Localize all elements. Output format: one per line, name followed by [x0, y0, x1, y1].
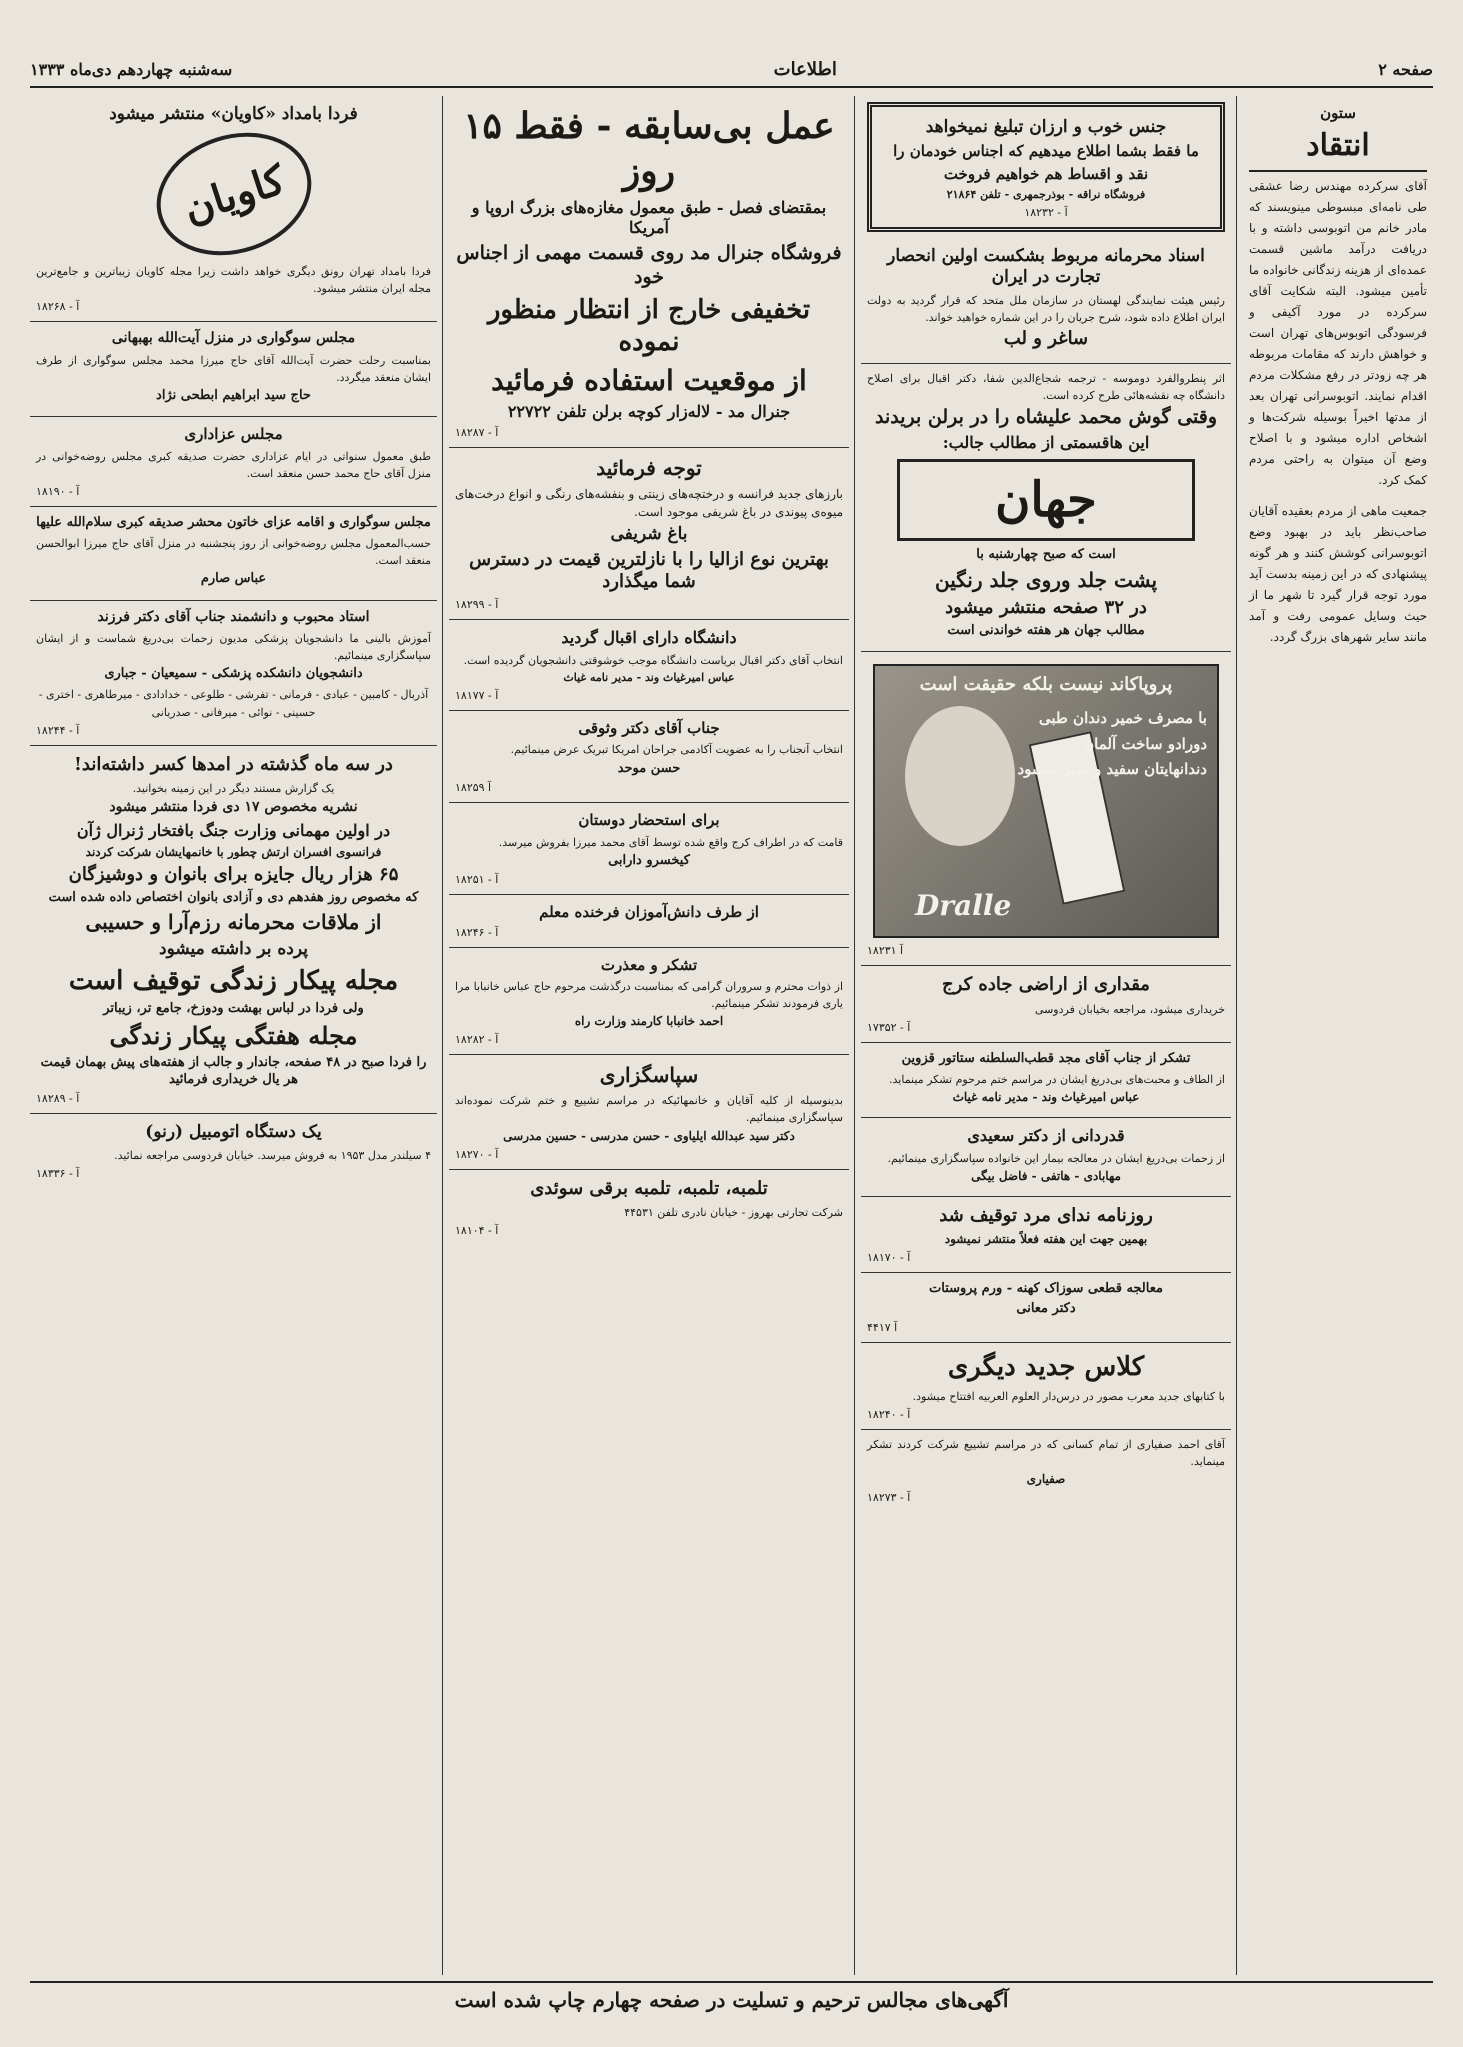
treatment-code: آ ۴۴۱۷ [867, 1321, 898, 1335]
kavian-logo: کاویان [140, 114, 327, 275]
ad-sharifi-garden [449, 448, 849, 620]
mourning-1-sign: حاج سید ابراهیم ابطحی نژاد [156, 387, 311, 403]
mourning-1-body: بمناسبت رحلت حضرت آیت‌الله آقای حاج میرزا محمد مجلس سوگواری از طرف ایشان منعقد میگردد. [36, 353, 431, 384]
general-mode-line2: فروشگاه جنرال مد روی قسمت مهمی از اجناس خود [456, 242, 842, 288]
sharifi-title: توجه فرمائید [596, 455, 702, 480]
toothpaste-illustration [873, 664, 1219, 938]
ad-toothpaste [861, 652, 1231, 966]
ad-kavian [30, 96, 437, 322]
university-code: آ - ۱۸۱۷۷ [455, 688, 499, 702]
safiari-code: آ - ۱۸۲۷۳ [867, 1490, 911, 1504]
notice-sepas [449, 1055, 849, 1169]
peykar-line-2: در اولین مهمانی وزارت جنگ بافتخار ژنرال ژآن [76, 820, 391, 840]
nedaye-code: آ - ۱۸۱۷۰ [867, 1250, 911, 1264]
friends-sign: کیخسرو دارابی [608, 852, 690, 868]
nedaye-body: بهمین جهت این هفته فعلاً منتشر نمیشود [944, 1231, 1148, 1246]
ad-treatment [861, 1273, 1231, 1344]
peykar-line-5: که مخصوص روز هفدهم دی و آزادی بانوان اختصاص داده شده است [48, 890, 419, 906]
page-footer: آگهی‌های مجالس ترحیم و تسلیت در صفحه چهارم چاپ شده است [30, 1981, 1433, 2017]
land-code: آ - ۱۷۳۵۲ [867, 1020, 911, 1034]
ad-cheap-line4: فروشگاه نراقه - بوذرجمهری - تلفن ۲۱۸۶۴ [946, 187, 1146, 201]
gratitude-body: از ذوات محترم و سروران گرامی که بمناسبت درگذشت مرحوم حاج عباس خانبابا مرا یاری فرمودند تشکر مینمائیم. [455, 980, 843, 1011]
notice-students [449, 895, 849, 948]
pumps-body: شرکت تجارتی بهروز - خیابان نادری تلفن ۴۴۵۳۱ [624, 1206, 843, 1220]
critique-title: انتقاد [1249, 127, 1427, 173]
pumps-title: تلمبه، تلمبه، تلمبه برقی سوئدی [530, 1177, 768, 1199]
peykar-line-8: مجله پیکار زندگی توقیف است [68, 965, 399, 996]
issue-date: سه‌شنبه چهاردهم دی‌ماه ۱۳۳۳ [30, 59, 233, 79]
pumps-code: آ - ۱۸۱۰۴ [455, 1224, 499, 1238]
column-critique [1243, 96, 1433, 1975]
nedaye-title: روزنامه ندای مرد توقیف شد [939, 1205, 1153, 1227]
notice-gratitude [449, 948, 849, 1056]
general-mode-line1: بمقتضای فصل - طبق معمول مغازه‌های بزرگ اروپا و آمریکا [471, 198, 827, 237]
kavian-code: آ - ۱۸۲۶۸ [36, 300, 80, 314]
ad-nedaye-mard [861, 1197, 1231, 1273]
mourning-2-body: طبق معمول سنواتی در ایام عزاداری حضرت صدیقه کبری مجلس روضه‌خوانی در منزل آقای حاج محمد حسن منعقد است. [36, 449, 431, 480]
ad-cheap-line1: جنس خوب و ارزان تبلیغ نمیخواهد [925, 117, 1167, 137]
ad-safiari [861, 1430, 1231, 1512]
thanks-senator-body: از الطاف و محبت‌های بی‌دریغ ایشان در مراسم ختم مرحوم تشکر مینماید. [889, 1073, 1225, 1087]
vosough-sign: حسن موحد [617, 760, 681, 776]
notice-mourning-1 [30, 322, 437, 417]
professor-body: آموزش بالینی ما دانشجویان پزشکی مدیون زحمات بی‌دریغ شماست و از ایشان سپاسگزاری مینمائیم. [36, 632, 431, 663]
professor-students: دانشجویان دانشکده پزشکی - سمیعیان - جباری [104, 666, 363, 682]
sharifi-shop: باغ شریفی [610, 523, 688, 544]
new-class-code: آ - ۱۸۲۴۰ [867, 1407, 911, 1421]
doctor-thanks-title: قدردانی از دکتر سعیدی [967, 1126, 1125, 1146]
peykar-line-9: ولی فردا در لباس بهشت ودوزخ، جامع تر، زیباتر [103, 1001, 364, 1017]
ad-cheap-goods [867, 102, 1225, 232]
sharifi-code: آ - ۱۸۲۹۹ [455, 597, 499, 611]
peykar-body: یک گزارش مستند دیگر در این زمینه بخوانید. [132, 782, 335, 796]
notice-vosough [449, 711, 849, 803]
ad-pumps [449, 1170, 849, 1246]
general-mode-code: آ - ۱۸۲۸۷ [455, 425, 499, 439]
vosough-body: انتخاب آنجناب را به عضویت آکادمی جراحان امریکا تبریک عرض مینمائیم. [510, 743, 843, 757]
renault-body: ۴ سیلندر مدل ۱۹۵۳ به فروش میرسد. خیابان فردوسی مراجعه نمائید. [114, 1149, 431, 1163]
thanks-senator-title: تشکر از جناب آقای مجد قطب‌السلطنه ستاتور قزوین [901, 1050, 1191, 1066]
news-sagar-title: اسناد محرمانه مربوط بشکست اولین انحصار تجارت در ایران [887, 245, 1205, 287]
notice-friends [449, 803, 849, 895]
peykar-headline: در سه ماه گذشته در امدها کسر داشته‌اند! [74, 753, 393, 775]
notice-university [449, 620, 849, 711]
kavian-body: فردا بامداد تهران رونق دیگری خواهد داشت زیرا مجله کاویان زیباترین و جامع‌ترین مجله ایران منتشر میشود. [36, 265, 431, 296]
notice-mourning-3 [30, 507, 437, 601]
jahan-line-3: در ۳۲ صفحه منتشر میشود [945, 596, 1147, 618]
gratitude-title: تشکر و معذرت [600, 955, 698, 974]
professor-code: آ - ۱۸۲۴۴ [36, 723, 80, 737]
jahan-line-2: پشت جلد وروی جلد رنگین [934, 567, 1158, 592]
ad-cheap-line2: ما فقط بشما اطلاع میدهیم که اجناس خودمان را [893, 142, 1199, 161]
news-mohammadali-title: وقتی گوش محمد علیشاه را در برلن بریدند [874, 405, 1218, 428]
toothpaste-lines: با مصرف خمیر دندان طبی دورادو ساخت آلمان دندانهایتان سفید و تمیز میشود [1017, 709, 1207, 779]
mourning-2-code: آ - ۱۸۱۹۰ [36, 485, 80, 499]
critique-body: آقای سرکرده مهندس رضا عشقی طی نامه‌ای مبسوطی مینویسند که مادر خانم من اتوبوسی داشته و با دریافت درآمد ماشین قسمت عمده‌ای از هزینه زندگانی خانواده ما تأمین میشود. البته شکایت آقای سرکرده در مورد آکیفی و فرسودگی اتوبوس‌های تهران است و خواهش دارند که مقامات مربوطه هر چه زودتر در رفع مشکلات مردم اقدام نمایند. اتوبوسرانی تهران بعد از مدتها اخیراً بوسیله شرکت‌ها و اشخاص اداره میشود و با اصلاح وضع آن میتوان به راحتی مردم کمک کرد. [1249, 179, 1427, 488]
safiari-body: آقای احمد صفیاری از تمام کسانی که در مراسم تشییع شرکت کردند تشکر مینماید. [867, 1437, 1225, 1468]
ad-general-mode [449, 96, 849, 448]
treatment-title: معالجه قطعی سوزاک کهنه - ورم پروستات [929, 1280, 1163, 1296]
vosough-code: آ ۱۸۲۵۹ [455, 780, 492, 794]
mourning-3-sign: عباس صارم [200, 571, 267, 587]
peykar-line-4: ۶۵ هزار ریال جایزه برای بانوان و دوشیزگان [68, 863, 399, 885]
woman-portrait-icon [905, 706, 1015, 846]
critique-body-2: جمعیت ماهی از مردم بعقیده آقایان صاحب‌نظر باید در بهبود وضع اتوبوسرانی کوشش کنند و هر گونه پیشنهادی که در این زمینه بدست آید مورد توجه قرار گیرد تا شهر ما از حیث وسایل عمومی رفت و آمد مانند سایر شهرهای بزرگ گردد. [1249, 504, 1427, 645]
peykar-line-10: مجله هفتگی پیکار زندگی [109, 1021, 358, 1051]
peykar-line-1: نشریه مخصوص ۱۷ دی فردا منتشر میشود [109, 799, 358, 816]
students-code: آ - ۱۸۲۴۶ [455, 925, 499, 939]
page-header [30, 52, 1433, 88]
ad-thanks-senator [861, 1043, 1231, 1118]
vosough-title: جناب آقای دکتر وثوقی [578, 718, 720, 737]
sepas-title: سپاسگزاری [599, 1063, 699, 1088]
jahan-line-1: است که صبح چهارشنبه با [976, 547, 1116, 563]
page-number: صفحه ۲ [1378, 59, 1433, 79]
news-mohammadali [861, 364, 1231, 653]
jahan-line-4: مطالب جهان هر هفته خواندنی است [947, 623, 1145, 639]
new-class-title: کلاس جدید دیگری [947, 1352, 1145, 1383]
peykar-code: آ - ۱۸۲۸۹ [36, 1091, 80, 1105]
ad-cheap-line3: نقد و اقساط هم خواهیم فروخت [943, 165, 1149, 183]
mourning-2-title: مجلس عزاداری [184, 425, 283, 444]
news-sagar [861, 238, 1231, 364]
land-body: خریداری میشود، مراجعه بخیابان فردوسی [1034, 1002, 1225, 1016]
new-class-body: با کتابهای جدید معرب مصور در درس‌دار العلوم العربیه افتتاح میشود. [912, 1389, 1225, 1403]
peykar-line-11: را فردا صبح در ۴۸ صفحه، جاندار و جالب از هفته‌های پیش بهمان قیمت هر یال خریداری فرمائید [40, 1055, 427, 1087]
jahan-logo: جهان [897, 459, 1195, 541]
land-title: مقداری از اراضی جاده کرج [942, 974, 1150, 996]
news-mohammadali-body: اثر پنطروالفرد دوموسه - ترجمه شجاع‌الدین شفا، دکتر اقبال برای اصلاح دانشگاه چه نقشه‌هائی طرح کرده است. [867, 371, 1225, 402]
sepas-sign: دکتر سید عبدالله ایلیاوی - حسن مدرسی - حسین مدرسی [503, 1128, 795, 1143]
critique-kicker: ستون [1320, 104, 1356, 122]
notice-professor [30, 601, 437, 746]
treatment-doctor: دکتر معانی [1016, 1301, 1076, 1317]
friends-body: قامت که در اطراف کرج واقع شده توسط آقای محمد میرزا بفروش میرسد. [498, 835, 843, 849]
column-4 [30, 96, 437, 1975]
news-sagar-sub: ساغر و لب [1003, 328, 1089, 350]
kavian-headline: فردا بامداد «کاویان» منتشر میشود [109, 104, 358, 124]
sepas-code: آ - ۱۸۲۷۰ [455, 1147, 499, 1161]
gratitude-code: آ - ۱۸۲۸۲ [455, 1033, 499, 1047]
mourning-3-title: مجلس سوگواری و اقامه عزای خاتون محشر صدیقه کبری سلام‌الله علیها [36, 515, 431, 531]
ad-cheap-code: آ - ۱۸۲۳۲ [1024, 205, 1068, 219]
column-rule [1236, 96, 1237, 1975]
students-title: از طرف دانش‌آموزان فرخنده معلم [539, 902, 759, 921]
university-sign: عباس امیرغیاث وند - مدیر نامه غیاث [563, 670, 735, 684]
friends-title: برای استحضار دوستان [578, 810, 720, 829]
column-3 [449, 96, 849, 1975]
sepas-body: بدینوسیله از کلیه آقایان و خانمهائیکه در مراسم تشییع و ختم شرکت نموده‌اند سپاسگزاری مینمائیم. [455, 1094, 843, 1125]
mourning-1-title: مجلس سوگواری در منزل آیت‌الله بهبهانی [111, 330, 356, 347]
ad-land [861, 966, 1231, 1043]
university-body: انتخاب آقای دکتر اقبال بریاست دانشگاه موجب خوشوقتی دانشجویان گردیده است. [463, 653, 843, 667]
sharifi-body: بارزهای جدید فرانسه و درختچه‌های زینتی و بنفشه‌های رنگی و انواع درخت‌های میوه‌ی پیوندی در باغ شریفی موجود است. [455, 486, 843, 520]
column-rule [854, 96, 855, 1975]
column-rule [442, 96, 443, 1975]
column-2 [861, 96, 1231, 1975]
peykar-line-6: از ملاقات محرمانه رزم‌آرا و حسیبی [85, 910, 382, 935]
ad-renault [30, 1114, 437, 1188]
safiari-sign: صفیاری [1026, 1471, 1066, 1486]
sharifi-slogan: بهترین نوع ازالیا را با نازلترین قیمت در دسترس شما میگذارد [469, 548, 829, 593]
toothpaste-brand: Dralle [915, 889, 1012, 923]
general-mode-title: عمل بی‌سابقه - فقط ۱۵ روز [463, 105, 835, 192]
professor-title: استاد محبوب و دانشمند جناب آقای دکتر فرزند [97, 608, 370, 625]
renault-code: آ - ۱۸۳۳۶ [36, 1167, 80, 1181]
gratitude-sign: احمد خانبابا کارمند وزارت راه [574, 1014, 724, 1029]
news-sagar-body: رئیس هیئت نمایندگی لهستان در سازمان ملل متحد که قرار گردید به دولت ایران اطلاع داده شود، شرح جریان را در این شماره خواهید خواند. [867, 294, 1225, 325]
peykar-line-7: پرده بر داشته میشود [159, 939, 308, 960]
critique-section [1243, 96, 1433, 656]
university-title: دانشگاه دارای اقبال گردید [561, 627, 737, 647]
renault-title: یک دستگاه اتومبیل (رنو) [145, 1121, 322, 1142]
toothpaste-code: آ ۱۸۲۳۱ [867, 944, 904, 958]
peykar-line-3: فرانسوی افسران ارتش چطور با خانمهایشان شرکت کردند [85, 844, 382, 859]
jahan-intro: این هاقسمتی از مطالب جالب: [942, 433, 1150, 453]
toothpaste-headline: پروپاکاند نیست بلکه حقیقت است [919, 674, 1173, 696]
ad-peykar [30, 746, 437, 1114]
doctor-thanks-sign: مهابادی - هاتفی - فاضل بیگی [971, 1169, 1121, 1184]
paper-name: اطلاعات [773, 58, 837, 80]
general-mode-line4: از موقعیت استفاده فرمائید [491, 363, 807, 397]
professor-names: آذربال - کامبین - عبادی - فرمانی - تفرشی - طلوعی - خدادادی - میرطاهری - اختری - حسینی - نوائی - میرفانی - صدریانی [38, 688, 429, 719]
ad-new-class [861, 1343, 1231, 1430]
doctor-thanks-body: از زحمات بی‌دریغ ایشان در معالجه بیمار این خانواده سپاسگزاری مینمائیم. [887, 1152, 1225, 1166]
notice-mourning-2 [30, 417, 437, 507]
mourning-3-body: حسب‌المعمول مجلس روضه‌خوانی از روز پنجشنبه در منزل آقای حاج میرزا ابوالحسن منعقد است. [36, 537, 431, 568]
thanks-senator-sign: عباس امیرغیاث وند - مدیر نامه غیاث [952, 1090, 1140, 1105]
general-mode-line3: تخفیفی خارج از انتظار منظور نموده [487, 294, 811, 357]
friends-code: آ - ۱۸۲۵۱ [455, 872, 499, 886]
general-mode-line5: جنرال مد - لاله‌زار کوچه برلن تلفن ۲۲۷۲۲ [507, 401, 791, 421]
ad-doctor-thanks [861, 1118, 1231, 1197]
